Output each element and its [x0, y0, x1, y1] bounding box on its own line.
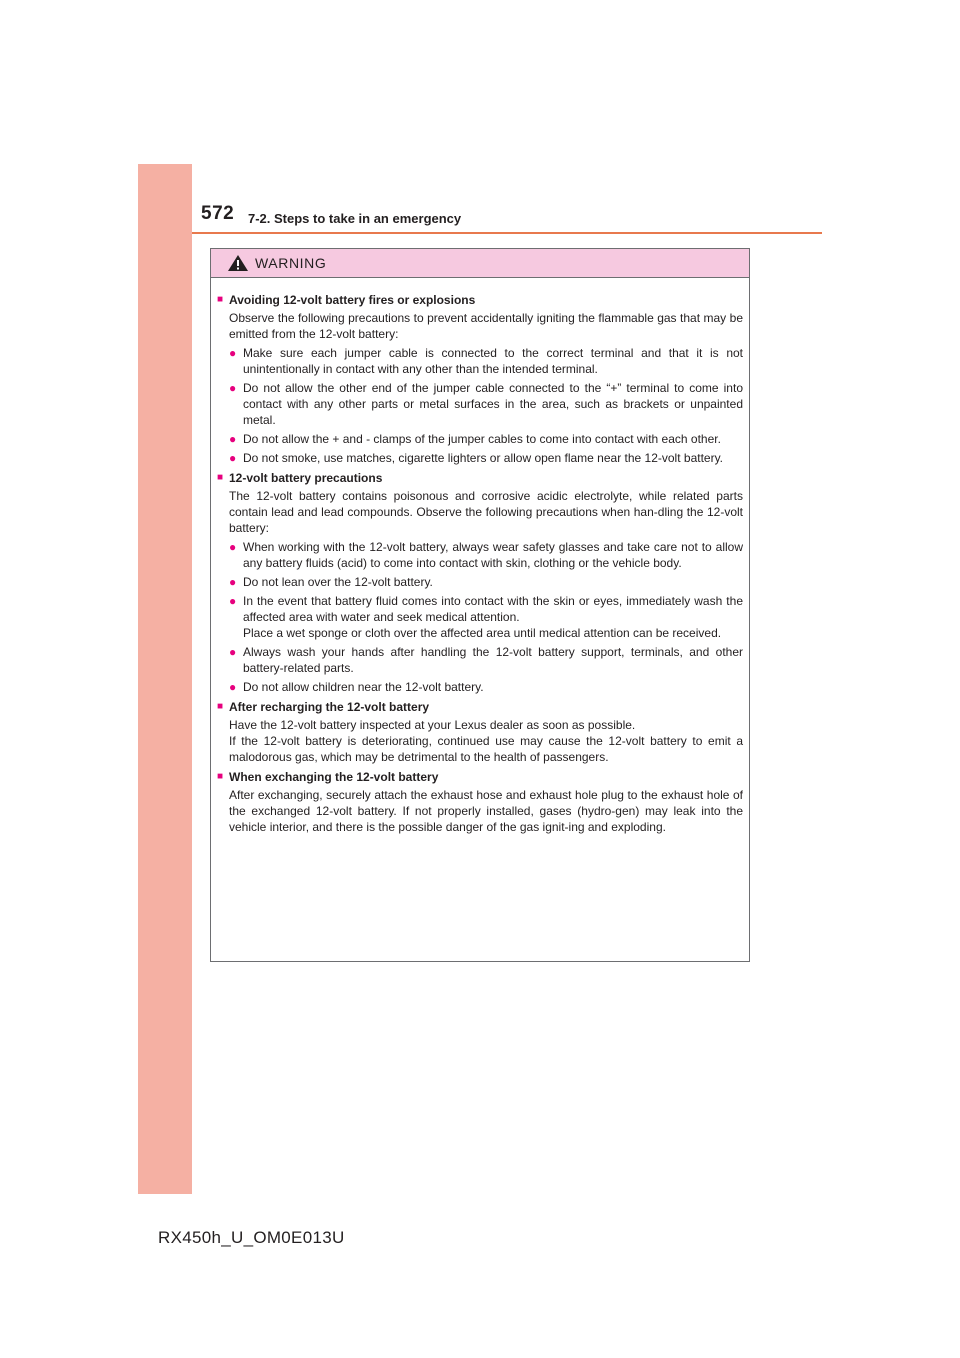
- circle-bullet-icon: ●: [229, 575, 237, 589]
- list-item: ● Do not lean over the 12-volt battery.: [229, 575, 433, 589]
- square-bullet-icon: ■: [217, 771, 224, 782]
- circle-bullet-icon: ●: [229, 540, 237, 554]
- list-item: ● Do not allow the other end of the jumper cable connected to the “+” terminal to come into contact with any other parts or metal surfaces in the area, such as brackets or unpainted metal.: [229, 381, 743, 427]
- circle-bullet-icon: ●: [229, 432, 237, 446]
- list-item: ● Do not allow children near the 12-volt battery.: [229, 680, 484, 694]
- warning-box: [210, 248, 750, 962]
- square-bullet-icon: ■: [217, 294, 224, 305]
- topic-heading: ■ Avoiding 12-volt battery fires or explosions: [217, 293, 476, 307]
- list-item: ● Always wash your hands after handling the 12-volt battery support, terminals, and other battery-related parts.: [229, 645, 743, 675]
- topic-text: Have the 12-volt battery inspected at your Lexus dealer as soon as possible.: [229, 718, 636, 732]
- circle-bullet-icon: ●: [229, 346, 237, 360]
- chapter-side-band: [138, 164, 192, 1194]
- list-item: ● Do not allow the + and - clamps of the jumper cables to come into contact with each other.: [229, 432, 721, 446]
- topic-text: If the 12-volt battery is deteriorating, continued use may cause the 12-volt battery to emit a malodorous gas, which may be detrimental to the health of passengers.: [229, 734, 743, 764]
- topic-intro: Observe the following precautions to prevent accidentally igniting the flammable gas that may be emitted from the 12-volt battery:: [229, 311, 743, 341]
- manual-code: RX450h_U_OM0E013U: [158, 1228, 345, 1247]
- square-bullet-icon: ■: [217, 701, 224, 712]
- circle-bullet-icon: ●: [229, 451, 237, 465]
- warning-title: WARNING: [255, 255, 327, 271]
- circle-bullet-icon: ●: [229, 645, 237, 659]
- list-item: ● When working with the 12-volt battery, always wear safety glasses and take care not to allow any battery fluids (acid) to come into contact with skin, clothing or the vehicle body.: [229, 540, 743, 570]
- circle-bullet-icon: ●: [229, 594, 237, 608]
- topic-intro: The 12-volt battery contains poisonous and corrosive acidic electrolyte, while related parts contain lead and lead compounds. Observe the following precautions when han-dling the 12-volt battery:: [229, 489, 743, 535]
- list-item: ● Do not smoke, use matches, cigarette lighters or allow open flame near the 12-volt battery.: [229, 451, 724, 465]
- topic-heading: ■ 12-volt battery precautions: [217, 471, 383, 485]
- warning-header: [211, 249, 749, 278]
- square-bullet-icon: ■: [217, 472, 224, 483]
- topic-intro: After exchanging, securely attach the exhaust hose and exhaust hole plug to the exhaust hole of the exchanged 12-volt battery. If not properly installed, gases (hydro-gen) may leak into the vehicle interior, and there is the possible danger of the gas ignit-ing and exploding.: [229, 788, 743, 834]
- page-number: 572: [201, 203, 235, 224]
- warning-triangle-icon: [227, 254, 249, 272]
- topic-heading: ■ When exchanging the 12-volt battery: [217, 770, 439, 784]
- header-rule: [192, 232, 822, 234]
- list-item: ● Make sure each jumper cable is connected to the correct terminal and that it is not unintentionally in contact with any other than the intended terminal.: [229, 346, 743, 376]
- list-item: ● In the event that battery fluid comes into contact with the skin or eyes, immediately wash the affected area with water and seek medical attention. Place a wet sponge or cloth over the affected area until medical attention can be received.: [229, 594, 743, 640]
- warning-body: [211, 278, 749, 835]
- circle-bullet-icon: ●: [229, 381, 237, 395]
- circle-bullet-icon: ●: [229, 680, 237, 694]
- section-title: 7-2. Steps to take in an emergency: [248, 211, 462, 226]
- topic-heading: ■ After recharging the 12-volt battery: [217, 700, 430, 714]
